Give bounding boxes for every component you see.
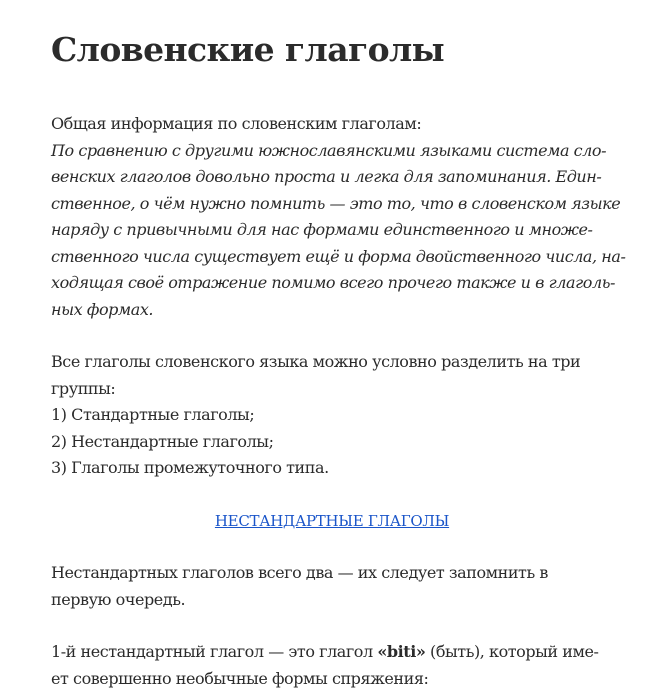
first-irregular-paragraph — [51, 639, 613, 692]
article — [51, 0, 626, 692]
intro-text-line: наряду с привычными для нас формами единственного и множе- — [51, 220, 593, 239]
intro-text-line: ственное, о чём нужно помнить — это то, что в словенском языке — [51, 193, 621, 213]
groups-paragraph — [51, 349, 613, 482]
irregular-verbs-link[interactable]: НЕСТАНДАРТНЫЕ ГЛАГОЛЫ — [214, 511, 450, 530]
page-title: Словенские глаголы — [51, 30, 445, 69]
irregular-line: первую очередь. — [51, 589, 186, 609]
groups-line: группы: — [51, 378, 116, 398]
intro-text-line: По сравнению с другими южнославянскими языками система сло- — [51, 140, 607, 160]
intro-paragraph — [51, 111, 626, 323]
list-item: 1) Стандартные глаголы; — [51, 405, 255, 424]
intro-text-line: венских глаголов довольно проста и легка для запоминания. Един- — [51, 167, 602, 186]
irregular-paragraph — [51, 560, 613, 613]
first-irregular-prefix: 1-й нестандартный глагол — это глагол — [51, 642, 378, 661]
intro-text-line: ных формах. — [51, 299, 154, 319]
section-heading — [51, 508, 613, 535]
verb-biti: «biti» — [377, 642, 426, 661]
first-irregular-suffix: (быть), который име- — [425, 642, 599, 661]
list-item: 3) Глаголы промежуточного типа. — [51, 458, 329, 477]
list-item: 2) Нестандартные глаголы; — [51, 431, 274, 451]
first-irregular-line — [51, 639, 613, 666]
intro-text-line: ственного числа существует ещё и форма двойственного числа, на- — [51, 246, 626, 266]
intro-label: Общая информация по словенским глаголам: — [51, 114, 422, 133]
groups-line: Все глаголы словенского языка можно условно разделить на три — [51, 352, 581, 371]
irregular-line: Нестандартных глаголов всего два — их следует запомнить в — [51, 563, 548, 582]
intro-text-line: ходящая своё отражение помимо всего прочего также и в глаголь- — [51, 273, 615, 292]
first-irregular-line2: ет совершенно необычные формы спряжения: — [51, 668, 429, 688]
